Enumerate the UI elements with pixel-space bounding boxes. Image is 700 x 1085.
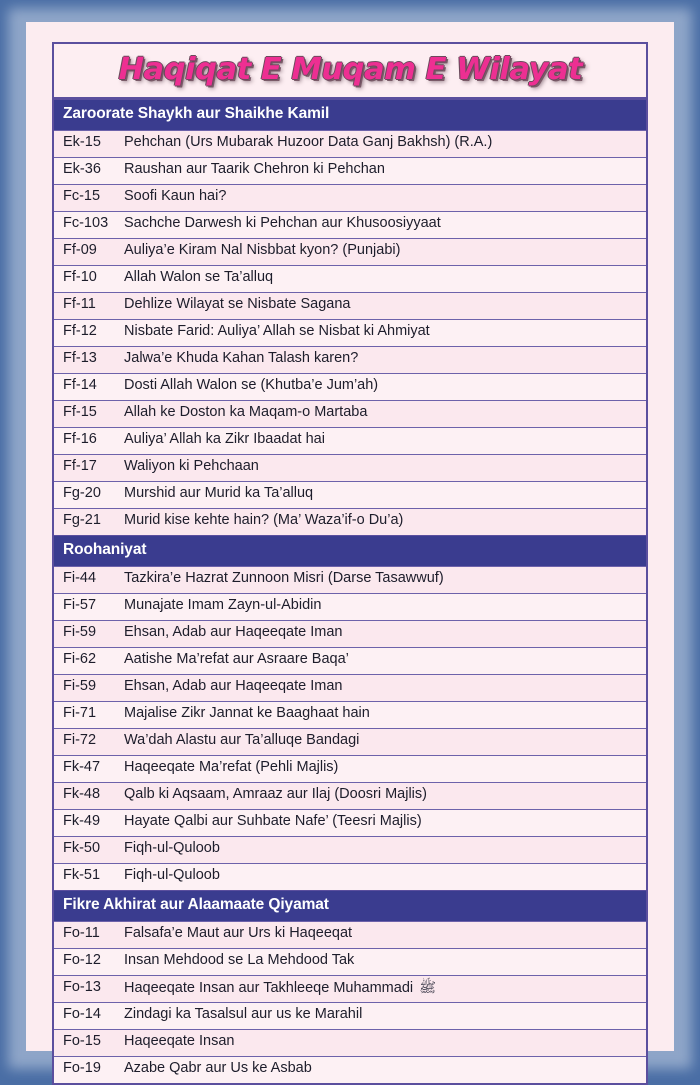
row-title (122, 266, 646, 292)
row-code: Fk-48 (63, 786, 101, 802)
row-title (122, 1057, 646, 1083)
row-code: Fc-15 (63, 188, 101, 204)
table-row[interactable] (54, 782, 646, 809)
poster-title-cell (54, 44, 646, 99)
table-row[interactable] (54, 238, 646, 265)
row-title-text: Haqeeqate Ma’refat (Pehli Majlis) (124, 759, 339, 775)
row-title-text: Fiqh-ul-Quloob (124, 840, 220, 856)
row-title-text: Auliya’e Kiram Nal Nisbbat kyon? (Punjabi) (124, 242, 401, 258)
row-code: Fk-50 (63, 840, 101, 856)
row-title-text: Dosti Allah Walon se (Khutba’e Jum’ah) (124, 377, 379, 393)
table-row[interactable] (54, 373, 646, 400)
row-code: Ff-10 (63, 269, 97, 285)
sections-container (54, 99, 646, 1083)
table-row[interactable] (54, 1002, 646, 1029)
section-heading: Fikre Akhirat aur Alaamaate Qiyamat (54, 890, 646, 921)
row-title-text: Munajate Imam Zayn-ul-Abidin (124, 597, 322, 613)
table-row[interactable] (54, 346, 646, 373)
row-title-text: Tazkira’e Hazrat Zunnoon Misri (Darse Tasawwuf) (124, 570, 444, 586)
row-code: Fg-21 (63, 512, 101, 528)
row-title (122, 1003, 646, 1029)
row-code: Fk-49 (63, 813, 101, 829)
table-row[interactable] (54, 620, 646, 647)
row-code: Fc-103 (63, 215, 109, 231)
row-title (122, 922, 646, 948)
row-code: Ff-12 (63, 323, 97, 339)
row-title-text: Haqeeqate Insan (124, 1033, 235, 1049)
row-title (122, 185, 646, 211)
row-title (122, 675, 646, 701)
row-title-text: Murshid aur Murid ka Ta’alluq (124, 485, 314, 501)
table-row[interactable] (54, 674, 646, 701)
row-title-text: Raushan aur Taarik Chehron ki Pehchan (124, 161, 385, 177)
row-title-text: Dehlize Wilayat se Nisbate Sagana (124, 296, 351, 312)
table-row[interactable] (54, 265, 646, 292)
table-row[interactable] (54, 508, 646, 535)
row-title (122, 702, 646, 728)
row-code: Fi-62 (63, 651, 97, 667)
row-title (122, 756, 646, 782)
row-title (122, 320, 646, 346)
row-code: Fo-13 (63, 979, 101, 995)
table-row[interactable] (54, 400, 646, 427)
table-row[interactable] (54, 593, 646, 620)
row-title (122, 293, 646, 319)
row-title (122, 239, 646, 265)
row-title-text: Allah Walon se Ta’alluq (124, 269, 274, 285)
table-row[interactable] (54, 975, 646, 1002)
row-title-text: Allah ke Doston ka Maqam-o Martaba (124, 404, 368, 420)
row-code: Fi-72 (63, 732, 97, 748)
row-title-text: Haqeeqate Insan aur Takhleeqe Muhammadi (124, 980, 414, 996)
row-title (122, 455, 646, 481)
row-title (122, 949, 646, 975)
row-title (122, 347, 646, 373)
table-row[interactable] (54, 863, 646, 890)
row-title (122, 567, 646, 593)
row-code: Ff-15 (63, 404, 97, 420)
section-heading: Zaroorate Shaykh aur Shaikhe Kamil (54, 99, 646, 130)
row-title-text: Waliyon ki Pehchaan (124, 458, 259, 474)
row-title-text: Nisbate Farid: Auliya’ Allah se Nisbat ki Ahmiyat (124, 323, 430, 339)
row-title (122, 509, 646, 535)
table-row[interactable] (54, 481, 646, 508)
row-title-text: Sachche Darwesh ki Pehchan aur Khusoosiyyaat (124, 215, 441, 231)
section-heading: Roohaniyat (54, 535, 646, 566)
row-title (122, 864, 646, 890)
row-code: Fo-12 (63, 952, 101, 968)
row-code: Ek-36 (63, 161, 101, 177)
row-title-text: Ehsan, Adab aur Haqeeqate Iman (124, 678, 343, 694)
row-code: Fi-59 (63, 624, 97, 640)
row-code: Ek-15 (63, 134, 101, 150)
table-row[interactable] (54, 1029, 646, 1056)
row-code: Fo-14 (63, 1006, 101, 1022)
poster-page (26, 22, 674, 1076)
row-title (122, 374, 646, 400)
row-title (122, 729, 646, 755)
row-title (122, 810, 646, 836)
row-title-text: Auliya’ Allah ka Zikr Ibaadat hai (124, 431, 325, 447)
table-row[interactable] (54, 1056, 646, 1083)
table-row[interactable] (54, 921, 646, 948)
table-row[interactable] (54, 566, 646, 593)
row-title (122, 594, 646, 620)
row-title-text: Soofi Kaun hai? (124, 188, 227, 204)
row-code: Ff-16 (63, 431, 97, 447)
row-code: Fi-71 (63, 705, 97, 721)
row-title-text: Murid kise kehte hain? (Ma’ Waza’if-o Du’a) (124, 512, 404, 528)
table-row[interactable] (54, 755, 646, 782)
row-title-text: Majalise Zikr Jannat ke Baaghaat hain (124, 705, 370, 721)
row-title (122, 482, 646, 508)
row-title (122, 783, 646, 809)
row-title-text: Fiqh-ul-Quloob (124, 867, 220, 883)
row-code: Fk-51 (63, 867, 101, 883)
row-title-text: Hayate Qalbi aur Suhbate Nafe’ (Teesri Majlis) (124, 813, 422, 829)
page-title: Haqiqat E Muqam E Wilayat (118, 52, 582, 87)
table-row[interactable] (54, 319, 646, 346)
row-title (122, 621, 646, 647)
row-code: Fo-11 (63, 925, 100, 941)
table-row[interactable] (54, 948, 646, 975)
row-code: Fg-20 (63, 485, 101, 501)
row-title (122, 401, 646, 427)
table-row[interactable] (54, 809, 646, 836)
row-title (122, 976, 646, 1002)
catalog-table (52, 42, 648, 1085)
row-code: Ff-11 (63, 296, 96, 312)
row-title-text: Wa’dah Alastu aur Ta’alluqe Bandagi (124, 732, 360, 748)
row-code: Ff-17 (63, 458, 97, 474)
row-title-text: Insan Mehdood se La Mehdood Tak (124, 952, 355, 968)
row-title (122, 648, 646, 674)
row-title (122, 837, 646, 863)
table-row[interactable] (54, 130, 646, 157)
row-title (122, 158, 646, 184)
row-code: Fk-47 (63, 759, 101, 775)
row-code: Ff-13 (63, 350, 97, 366)
row-code: Fi-59 (63, 678, 97, 694)
row-title-text: Jalwa’e Khuda Kahan Talash karen? (124, 350, 359, 366)
row-code: Ff-09 (63, 242, 97, 258)
row-title (122, 131, 646, 157)
table-row[interactable] (54, 157, 646, 184)
row-title (122, 1030, 646, 1056)
table-row[interactable] (54, 647, 646, 674)
row-code: Ff-14 (63, 377, 97, 393)
table-row[interactable] (54, 701, 646, 728)
table-row[interactable] (54, 292, 646, 319)
row-title-text: Zindagi ka Tasalsul aur us ke Marahil (124, 1006, 363, 1022)
row-code: Fi-57 (63, 597, 97, 613)
table-row[interactable] (54, 184, 646, 211)
table-row[interactable] (54, 836, 646, 863)
row-title-text: Ehsan, Adab aur Haqeeqate Iman (124, 624, 343, 640)
table-row[interactable] (54, 454, 646, 481)
row-title (122, 428, 646, 454)
row-code: Fi-44 (63, 570, 97, 586)
table-row[interactable] (54, 427, 646, 454)
row-title (122, 212, 646, 238)
row-title-text: Pehchan (Urs Mubarak Huzoor Data Ganj Bakhsh) (R.A.) (124, 134, 493, 150)
row-title-text: Falsafa’e Maut aur Urs ki Haqeeqat (124, 925, 353, 941)
row-code: Fo-15 (63, 1033, 101, 1049)
table-row[interactable] (54, 211, 646, 238)
row-title-text: Qalb ki Aqsaam, Amraaz aur Ilaj (Doosri Majlis) (124, 786, 427, 802)
row-title-text: Azabe Qabr aur Us ke Asbab (124, 1060, 312, 1076)
table-row[interactable] (54, 728, 646, 755)
row-title-text: Aatishe Ma’refat aur Asraare Baqa’ (124, 651, 349, 667)
row-code: Fo-19 (63, 1060, 101, 1076)
sallallahu-alayhi-wasallam-icon: ﷺ (419, 980, 437, 996)
